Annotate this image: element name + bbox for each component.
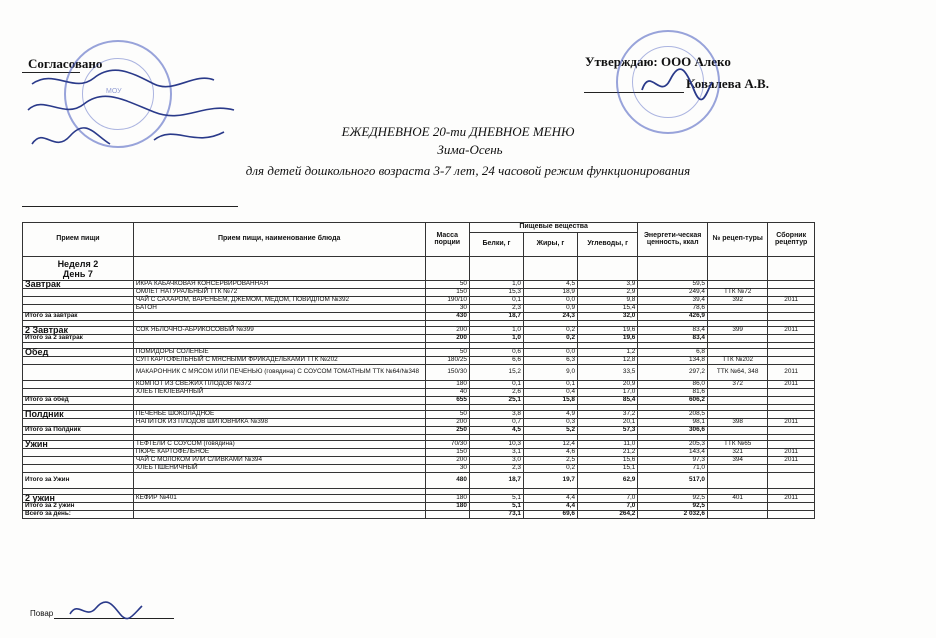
- collection-cell: 2011: [768, 449, 815, 457]
- mass-cell: 30: [425, 305, 469, 313]
- protein-cell: 5,1: [469, 503, 523, 511]
- carbs-cell: 20,1: [578, 419, 638, 427]
- energy-cell: 39,4: [638, 297, 708, 305]
- recipe-cell: 321: [707, 449, 767, 457]
- fat-cell: 0,0: [523, 297, 577, 305]
- meal-cell: [23, 357, 134, 365]
- recipe-cell: 398: [707, 419, 767, 427]
- meal-cell: [23, 457, 134, 465]
- approve-label: Утверждаю: ООО Алеко: [585, 54, 731, 69]
- table-row: [23, 465, 815, 473]
- dish-cell: БАТОН: [133, 305, 425, 313]
- carbs-cell: 62,9: [578, 473, 638, 489]
- meal-cell: [23, 297, 134, 305]
- mass-cell: 200: [425, 335, 469, 343]
- recipe-cell: 401: [707, 495, 767, 503]
- mass-cell: 150: [425, 449, 469, 457]
- header-dish: Прием пищи, наименование блюда: [133, 223, 425, 257]
- energy-cell: 205,3: [638, 441, 708, 449]
- carbs-cell: 37,2: [578, 411, 638, 419]
- energy-cell: 86,0: [638, 381, 708, 389]
- mass-cell: 250: [425, 427, 469, 435]
- energy-cell: 83,4: [638, 327, 708, 335]
- recipe-cell: ТТК №65: [707, 441, 767, 449]
- collection-cell: [768, 511, 815, 519]
- dish-cell: ПОМИДОРЫ СОЛЕНЫЕ: [133, 349, 425, 357]
- header-nutrients: Пищевые вещества: [469, 223, 637, 233]
- fat-cell: 69,6: [523, 511, 577, 519]
- carbs-cell: 15,6: [578, 457, 638, 465]
- dish-cell: ОМЛЕТ НАТУРАЛЬНЫЙ ТТК №72: [133, 289, 425, 297]
- dish-cell: [133, 511, 425, 519]
- carbs-cell: 85,4: [578, 397, 638, 405]
- protein-cell: 1,0: [469, 281, 523, 289]
- fat-cell: 0,2: [523, 335, 577, 343]
- energy-cell: 92,5: [638, 495, 708, 503]
- recipe-cell: 399: [707, 327, 767, 335]
- protein-cell: 3,8: [469, 411, 523, 419]
- mass-cell: 200: [425, 327, 469, 335]
- dish-cell: [133, 503, 425, 511]
- fat-cell: 24,3: [523, 313, 577, 321]
- fat-cell: 4,4: [523, 503, 577, 511]
- meal-cell: Итого за 2 ужин: [23, 503, 134, 511]
- energy-cell: 59,5: [638, 281, 708, 289]
- carbs-cell: 7,0: [578, 495, 638, 503]
- collection-cell: 2011: [768, 365, 815, 381]
- header-recipe: № рецеп-туры: [707, 223, 767, 257]
- recipe-cell: [707, 511, 767, 519]
- mass-cell: 180/25: [425, 357, 469, 365]
- energy-cell: 71,0: [638, 465, 708, 473]
- energy-cell: 143,4: [638, 449, 708, 457]
- collection-cell: 2011: [768, 457, 815, 465]
- meal-cell: 2 ужин: [23, 495, 134, 503]
- approver-name: Ковалева А.В.: [686, 76, 769, 91]
- fat-cell: 0,9: [523, 305, 577, 313]
- recipe-cell: [707, 397, 767, 405]
- recipe-cell: [707, 465, 767, 473]
- menu-subtitle: для детей дошкольного возраста 3-7 лет, 24 часовой режим функционирования: [245, 163, 691, 178]
- recipe-cell: [707, 427, 767, 435]
- collection-cell: [768, 473, 815, 489]
- dish-cell: ЧАЙ С САХАРОМ, ВАРЕНЬЕМ, ДЖЕМОМ, МЕДОМ, ПОВИДЛОМ №392: [133, 297, 425, 305]
- fat-cell: 0,3: [523, 419, 577, 427]
- fat-cell: 5,2: [523, 427, 577, 435]
- collection-cell: [768, 313, 815, 321]
- mass-cell: 180: [425, 381, 469, 389]
- recipe-cell: [707, 503, 767, 511]
- header-meal: Прием пищи: [23, 223, 134, 257]
- collection-cell: 2011: [768, 419, 815, 427]
- recipe-cell: [707, 313, 767, 321]
- carbs-cell: 17,0: [578, 389, 638, 397]
- meal-cell: Завтрак: [23, 281, 134, 289]
- meal-cell: [23, 465, 134, 473]
- total-row: [23, 473, 815, 489]
- energy-cell: 606,2: [638, 397, 708, 405]
- protein-cell: 4,5: [469, 427, 523, 435]
- total-row: [23, 511, 815, 519]
- dish-cell: КОМПОТ ИЗ СВЕЖИХ ПЛОДОВ №372: [133, 381, 425, 389]
- table-row: [23, 365, 815, 381]
- energy-cell: 2 032,6: [638, 511, 708, 519]
- dish-cell: [133, 335, 425, 343]
- fat-cell: 15,8: [523, 397, 577, 405]
- dish-cell: СОК ЯБЛОЧНО-АБРИКОСОВЫЙ №399: [133, 327, 425, 335]
- fat-cell: 18,9: [523, 289, 577, 297]
- mass-cell: 40: [425, 389, 469, 397]
- protein-cell: 2,3: [469, 305, 523, 313]
- week-label: Неделя 2: [57, 258, 99, 269]
- dish-cell: [133, 397, 425, 405]
- fat-cell: 19,7: [523, 473, 577, 489]
- carbs-cell: 21,2: [578, 449, 638, 457]
- protein-cell: 1,0: [469, 335, 523, 343]
- header-carbs: Углеводы, г: [578, 233, 638, 257]
- total-row: [23, 397, 815, 405]
- meal-cell: Обед: [23, 349, 134, 357]
- carbs-cell: 1,2: [578, 349, 638, 357]
- protein-cell: 3,0: [469, 457, 523, 465]
- mass-cell: [425, 511, 469, 519]
- collection-cell: [768, 305, 815, 313]
- protein-cell: 15,3: [469, 289, 523, 297]
- energy-cell: 92,5: [638, 503, 708, 511]
- total-row: [23, 313, 815, 321]
- dish-cell: ПЕЧЕНЬЕ ШОКОЛАДНОЕ: [133, 411, 425, 419]
- meal-cell: 2 Завтрак: [23, 327, 134, 335]
- energy-cell: 6,8: [638, 349, 708, 357]
- dish-cell: МАКАРОННИК С МЯСОМ ИЛИ ПЕЧЕНЬЮ (говядина) С СОУСОМ ТОМАТНЫМ ТТК №64/№348: [133, 365, 425, 381]
- collection-cell: 2011: [768, 297, 815, 305]
- carbs-cell: 9,8: [578, 297, 638, 305]
- total-row: [23, 427, 815, 435]
- fat-cell: 6,3: [523, 357, 577, 365]
- dish-cell: НАПИТОК ИЗ ПЛОДОВ ШИПОВНИКА №398: [133, 419, 425, 427]
- mass-cell: 480: [425, 473, 469, 489]
- meal-cell: [23, 381, 134, 389]
- energy-cell: 208,5: [638, 411, 708, 419]
- dish-cell: ИКРА КАБАЧКОВАЯ КОНСЕРВИРОВАННАЯ: [133, 281, 425, 289]
- dish-cell: ХЛЕБ ПЕКЛЕВАННЫЙ: [133, 389, 425, 397]
- header-collection: Сборник рецептур: [768, 223, 815, 257]
- fat-cell: 4,9: [523, 411, 577, 419]
- approved-signature-line: [22, 206, 238, 207]
- fat-cell: 0,2: [523, 327, 577, 335]
- menu-title: ЕЖЕДНЕВНОЕ 20-ти ДНЕВНОЕ МЕНЮ: [341, 124, 575, 139]
- protein-cell: 5,1: [469, 495, 523, 503]
- recipe-cell: 394: [707, 457, 767, 465]
- energy-cell: 297,2: [638, 365, 708, 381]
- recipe-cell: ТТК №64, 348: [707, 365, 767, 381]
- recipe-cell: [707, 305, 767, 313]
- menu-season: Зима-Осень: [437, 142, 503, 157]
- mass-cell: 30: [425, 465, 469, 473]
- protein-cell: 10,3: [469, 441, 523, 449]
- meal-cell: [23, 289, 134, 297]
- carbs-cell: 12,8: [578, 357, 638, 365]
- energy-cell: 249,4: [638, 289, 708, 297]
- carbs-cell: 2,9: [578, 289, 638, 297]
- left-stamp-text: МОУ: [106, 88, 122, 95]
- mass-cell: 200: [425, 419, 469, 427]
- day-label: День 7: [62, 268, 93, 279]
- recipe-cell: [707, 473, 767, 489]
- fat-cell: 2,5: [523, 457, 577, 465]
- carbs-cell: 57,3: [578, 427, 638, 435]
- mass-cell: 150/30: [425, 365, 469, 381]
- carbs-cell: 32,0: [578, 313, 638, 321]
- protein-cell: 25,1: [469, 397, 523, 405]
- fat-cell: 0,2: [523, 465, 577, 473]
- carbs-cell: 3,9: [578, 281, 638, 289]
- protein-cell: 0,6: [469, 349, 523, 357]
- collection-cell: [768, 503, 815, 511]
- energy-cell: 98,1: [638, 419, 708, 427]
- meal-cell: Итого за Ужин: [23, 473, 134, 489]
- protein-cell: 18,7: [469, 473, 523, 489]
- energy-cell: 517,0: [638, 473, 708, 489]
- energy-cell: 97,3: [638, 457, 708, 465]
- approved-label: Согласовано: [28, 56, 103, 71]
- carbs-cell: 20,9: [578, 381, 638, 389]
- collection-cell: [768, 335, 815, 343]
- meal-cell: [23, 449, 134, 457]
- fat-cell: 4,4: [523, 495, 577, 503]
- fat-cell: 0,4: [523, 389, 577, 397]
- protein-cell: 3,1: [469, 449, 523, 457]
- meal-cell: [23, 365, 134, 381]
- cook-label: Повар: [30, 609, 54, 618]
- mass-cell: 190/10: [425, 297, 469, 305]
- week-day-row: [23, 257, 815, 281]
- collection-cell: [768, 397, 815, 405]
- protein-cell: 2,6: [469, 389, 523, 397]
- dish-cell: ПЮРЕ КАРТОФЕЛЬНОЕ: [133, 449, 425, 457]
- collection-cell: [768, 389, 815, 397]
- protein-cell: 1,0: [469, 327, 523, 335]
- meal-cell: Итого за Полдник: [23, 427, 134, 435]
- header-protein: Белки, г: [469, 233, 523, 257]
- mass-cell: 50: [425, 411, 469, 419]
- recipe-cell: ТТК №72: [707, 289, 767, 297]
- protein-cell: 0,1: [469, 381, 523, 389]
- mass-cell: 655: [425, 397, 469, 405]
- mass-cell: 70/30: [425, 441, 469, 449]
- fat-cell: 0,1: [523, 381, 577, 389]
- dish-cell: СУП КАРТОФЕЛЬНЫЙ С МЯСНЫМИ ФРИКАДЕЛЬКАМИ ТТК №202: [133, 357, 425, 365]
- protein-cell: 0,7: [469, 419, 523, 427]
- week-day-cell: [23, 257, 134, 281]
- right-signature: [636, 60, 716, 110]
- protein-cell: 73,1: [469, 511, 523, 519]
- dish-cell: [133, 427, 425, 435]
- mass-cell: 50: [425, 281, 469, 289]
- header-energy: Энергети-ческая ценность, ккал: [638, 223, 708, 257]
- collection-cell: 2011: [768, 495, 815, 503]
- carbs-cell: 15,4: [578, 305, 638, 313]
- table-row: [23, 357, 815, 365]
- energy-cell: 83,4: [638, 335, 708, 343]
- fat-cell: 9,0: [523, 365, 577, 381]
- carbs-cell: 33,5: [578, 365, 638, 381]
- meal-cell: Всего за день:: [23, 511, 134, 519]
- dish-cell: [133, 313, 425, 321]
- meal-cell: Итого за обед: [23, 397, 134, 405]
- collection-cell: 2011: [768, 381, 815, 389]
- protein-cell: 2,3: [469, 465, 523, 473]
- carbs-cell: 11,0: [578, 441, 638, 449]
- dish-cell: КЕФИР №401: [133, 495, 425, 503]
- protein-cell: 6,6: [469, 357, 523, 365]
- mass-cell: 150: [425, 289, 469, 297]
- dish-cell: [133, 473, 425, 489]
- collection-cell: [768, 357, 815, 365]
- mass-cell: 200: [425, 457, 469, 465]
- recipe-cell: ТТК №202: [707, 357, 767, 365]
- protein-cell: 18,7: [469, 313, 523, 321]
- mass-cell: 180: [425, 503, 469, 511]
- carbs-cell: 15,1: [578, 465, 638, 473]
- protein-cell: 15,2: [469, 365, 523, 381]
- header-fat: Жиры, г: [523, 233, 577, 257]
- energy-cell: 306,6: [638, 427, 708, 435]
- carbs-cell: 19,6: [578, 335, 638, 343]
- meal-cell: Итого за 2 завтрак: [23, 335, 134, 343]
- collection-cell: [768, 427, 815, 435]
- dish-cell: ТЕФТЕЛИ С СОУСОМ (говядина): [133, 441, 425, 449]
- energy-cell: 78,6: [638, 305, 708, 313]
- total-row: [23, 335, 815, 343]
- carbs-cell: 264,2: [578, 511, 638, 519]
- mass-cell: 50: [425, 349, 469, 357]
- recipe-cell: 392: [707, 297, 767, 305]
- collection-cell: [768, 281, 815, 289]
- header-mass: Масса порции: [425, 223, 469, 257]
- menu-table: [22, 222, 815, 519]
- fat-cell: 4,6: [523, 449, 577, 457]
- recipe-cell: 372: [707, 381, 767, 389]
- dish-cell: ЧАЙ С МОЛОКОМ ИЛИ СЛИВКАМИ №394: [133, 457, 425, 465]
- recipe-cell: [707, 335, 767, 343]
- collection-cell: [768, 349, 815, 357]
- dish-cell: ХЛЕБ ПШЕНИЧНЫЙ: [133, 465, 425, 473]
- fat-cell: 4,5: [523, 281, 577, 289]
- energy-cell: 134,8: [638, 357, 708, 365]
- meal-cell: Полдник: [23, 411, 134, 419]
- protein-cell: 0,1: [469, 297, 523, 305]
- meal-cell: Ужин: [23, 441, 134, 449]
- carbs-cell: 19,6: [578, 327, 638, 335]
- mass-cell: 430: [425, 313, 469, 321]
- meal-cell: Итого за завтрак: [23, 313, 134, 321]
- cook-signature: [66, 598, 146, 622]
- energy-cell: 426,9: [638, 313, 708, 321]
- carbs-cell: 7,0: [578, 503, 638, 511]
- collection-cell: [768, 465, 815, 473]
- mass-cell: 180: [425, 495, 469, 503]
- fat-cell: 12,4: [523, 441, 577, 449]
- energy-cell: 81,6: [638, 389, 708, 397]
- fat-cell: 0,0: [523, 349, 577, 357]
- recipe-cell: [707, 389, 767, 397]
- collection-cell: 2011: [768, 327, 815, 335]
